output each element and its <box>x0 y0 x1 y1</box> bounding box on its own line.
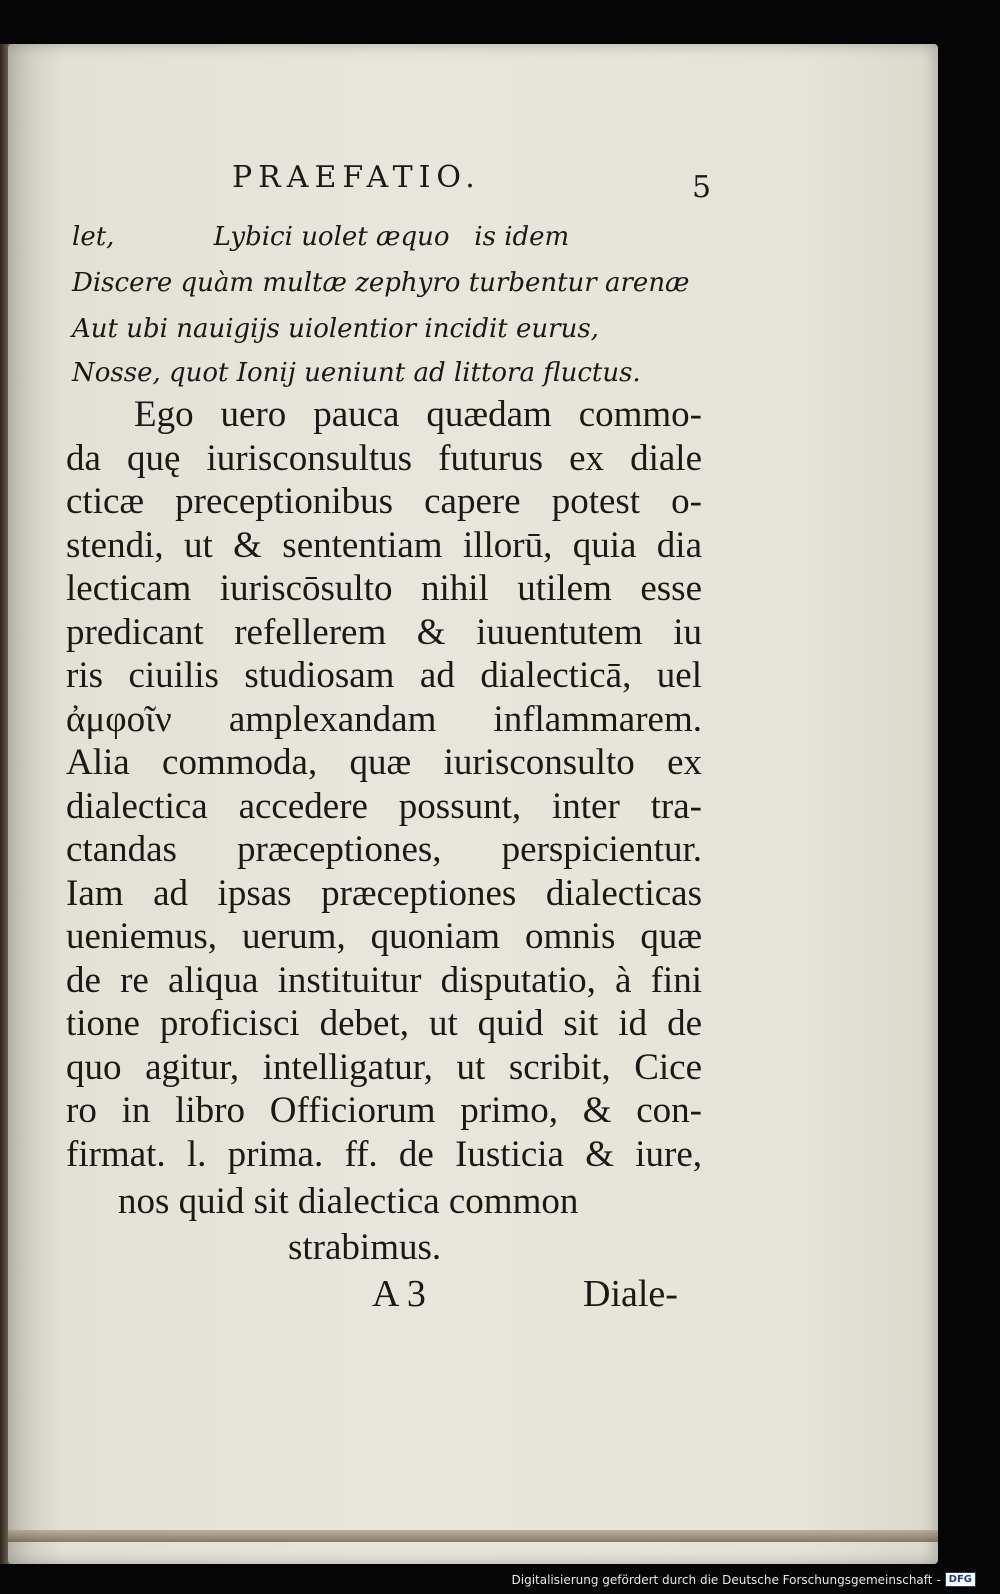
page-number: 5 <box>692 170 712 205</box>
body-paragraph <box>66 393 706 1176</box>
text-line: tione proficisci debet, ut quid sit id de <box>66 1003 702 1044</box>
closing-line: strabimus. <box>288 1227 442 1268</box>
catchword: Diale- <box>583 1273 678 1315</box>
text-line: ctandas præceptiones, perspicientur. <box>66 829 702 870</box>
verse-line: let, Lybici uolet æquo is idem <box>72 222 570 252</box>
closing-line: nos quid sit dialectica common <box>118 1181 579 1222</box>
text-line: Alia commoda, quæ iurisconsulto ex <box>66 742 702 783</box>
text-line: ro in libro Officiorum primo, & con- <box>66 1090 702 1131</box>
footer-text: Digitalisierung gefördert durch die Deutsche Forschungsgemeinschaft - <box>511 1572 941 1587</box>
text-line: ueniemus, uerum, quoniam omnis quæ <box>66 916 702 957</box>
text-line: de re aliqua instituitur disputatio, à fini <box>66 959 702 1001</box>
text-line: Ego uero pauca quædam commo- <box>134 394 702 435</box>
text-line: lecticam iuriscōsulto nihil utilem esse <box>66 568 702 609</box>
verse-line: Nosse, quot Ionij ueniunt ad littora fluctus. <box>72 358 641 388</box>
text-line: quo agitur, intelligatur, ut scribit, Cice <box>66 1046 702 1088</box>
text-line: ἀμφοῖν amplexandam inflammarem. <box>66 698 702 740</box>
verse-line: Discere quàm multæ zephyro turbentur arenæ <box>72 268 690 298</box>
text-line: dialectica accedere possunt, inter tra- <box>66 785 702 827</box>
text-line: predicant refellerem & iuuentutem iu <box>66 611 702 653</box>
text-line: cticæ preceptionibus capere potest o- <box>66 481 702 522</box>
signature-mark: A 3 <box>372 1273 426 1315</box>
dfg-logo-icon: DFG <box>945 1572 976 1587</box>
digitization-footer <box>512 1572 977 1587</box>
page-bottom-edge <box>8 1530 938 1542</box>
text-line: ris ciuilis studiosam ad dialecticā, uel <box>66 655 702 696</box>
text-line: da quę iurisconsultus futurus ex diale <box>66 437 702 479</box>
verse-line: Aut ubi nauigijs uiolentior incidit eurus, <box>72 314 599 344</box>
text-line: Iam ad ipsas præceptiones dialecticas <box>66 872 702 914</box>
text-line: firmat. l. prima. ff. de Iusticia & iure, <box>66 1133 702 1175</box>
running-header: PRAEFATIO. <box>232 160 481 195</box>
text-line: stendi, ut & sententiam illorū, quia dia <box>66 524 702 566</box>
